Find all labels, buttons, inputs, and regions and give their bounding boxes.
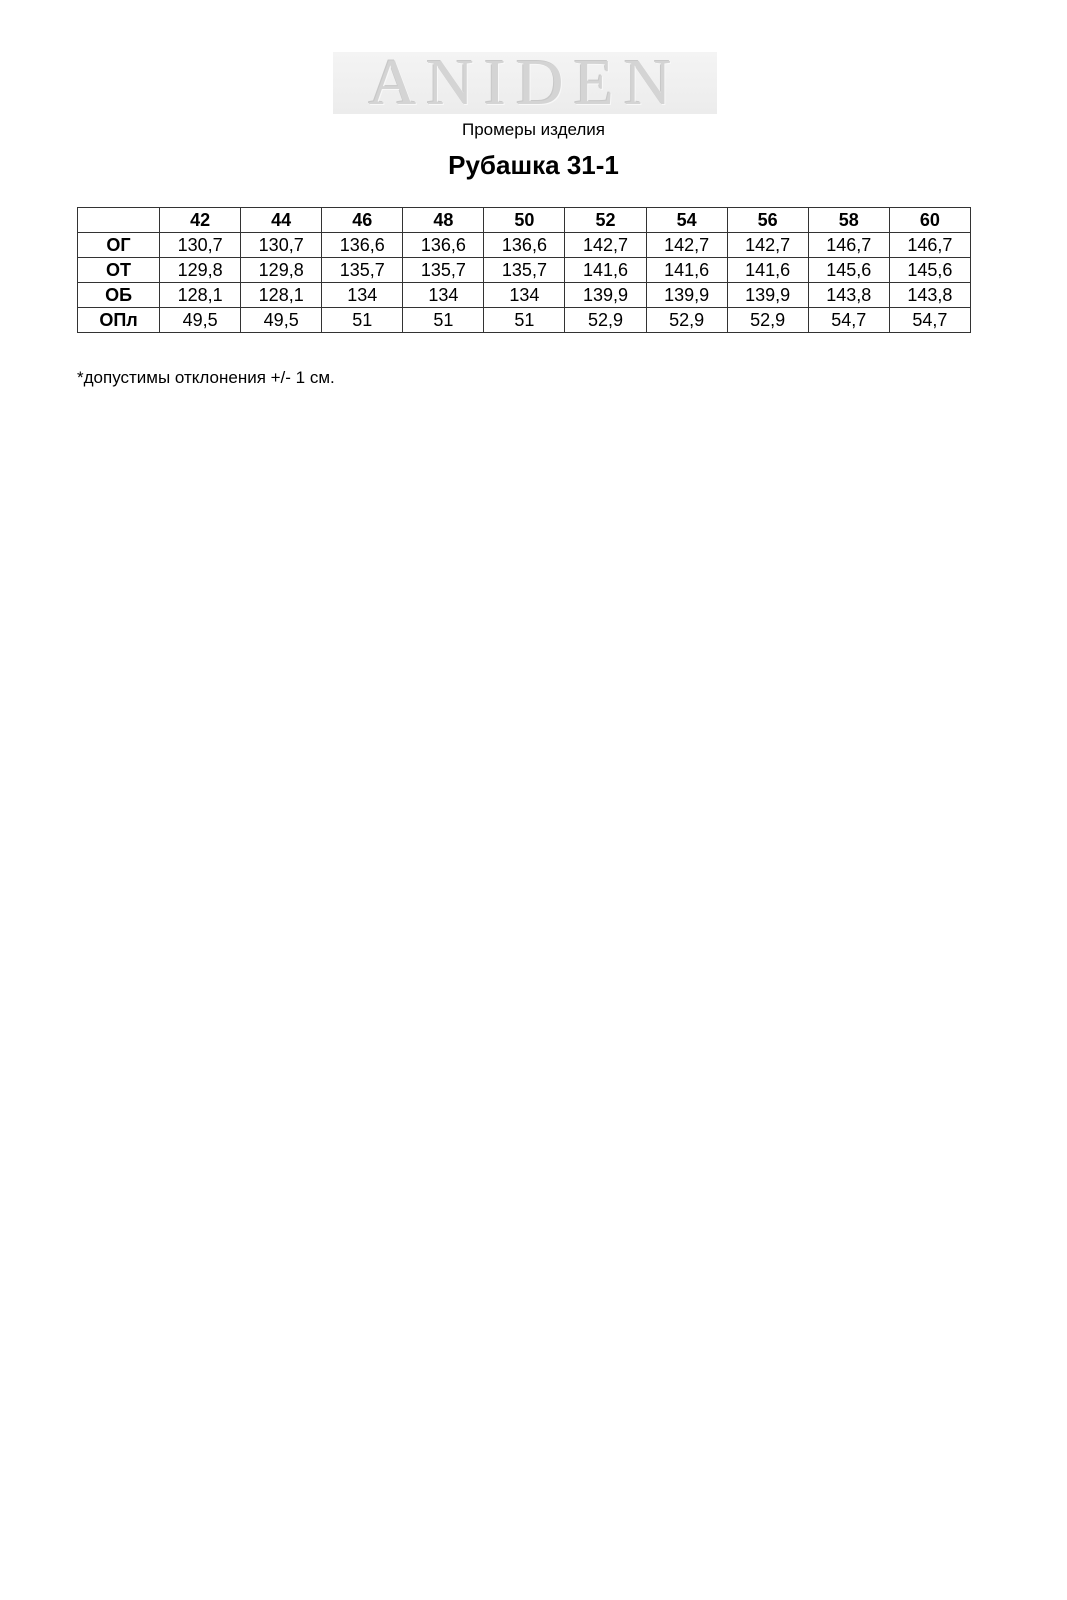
table-cell: 143,8 — [889, 283, 970, 308]
table-cell: 52,9 — [646, 308, 727, 333]
table-cell: 142,7 — [646, 233, 727, 258]
row-label: ОПл — [78, 308, 160, 333]
size-header: 58 — [808, 208, 889, 233]
table-cell: 52,9 — [565, 308, 646, 333]
table-cell: 51 — [403, 308, 484, 333]
table-row — [78, 283, 971, 308]
table-cell: 128,1 — [160, 283, 241, 308]
size-header: 52 — [565, 208, 646, 233]
table-cell: 51 — [484, 308, 565, 333]
table-cell: 139,9 — [565, 283, 646, 308]
size-header: 46 — [322, 208, 403, 233]
table-cell: 130,7 — [241, 233, 322, 258]
table-cell: 145,6 — [808, 258, 889, 283]
table-cell: 52,9 — [727, 308, 808, 333]
measurements-table — [77, 207, 971, 333]
table-cell: 135,7 — [403, 258, 484, 283]
row-label: ОТ — [78, 258, 160, 283]
size-header: 56 — [727, 208, 808, 233]
table-cell: 141,6 — [646, 258, 727, 283]
table-row — [78, 233, 971, 258]
table-cell: 142,7 — [727, 233, 808, 258]
table-cell: 128,1 — [241, 283, 322, 308]
table-cell: 49,5 — [241, 308, 322, 333]
table-header-row — [78, 208, 971, 233]
table-cell: 135,7 — [322, 258, 403, 283]
brand-logo — [333, 46, 717, 119]
table-cell: 130,7 — [160, 233, 241, 258]
table-cell: 134 — [322, 283, 403, 308]
table-cell: 129,8 — [160, 258, 241, 283]
table-cell: 139,9 — [646, 283, 727, 308]
table-cell: 54,7 — [889, 308, 970, 333]
table-cell: 141,6 — [565, 258, 646, 283]
table-cell: 145,6 — [889, 258, 970, 283]
size-header: 48 — [403, 208, 484, 233]
table-cell: 143,8 — [808, 283, 889, 308]
size-header: 54 — [646, 208, 727, 233]
table-cell: 136,6 — [484, 233, 565, 258]
table-cell: 49,5 — [160, 308, 241, 333]
table-cell: 135,7 — [484, 258, 565, 283]
table-cell: 136,6 — [403, 233, 484, 258]
table-cell: 136,6 — [322, 233, 403, 258]
table-cell: 54,7 — [808, 308, 889, 333]
size-header: 42 — [160, 208, 241, 233]
table-cell: 146,7 — [808, 233, 889, 258]
table-cell: 129,8 — [241, 258, 322, 283]
page-subtitle: Промеры изделия — [461, 120, 605, 139]
table-cell: 141,6 — [727, 258, 808, 283]
page-title: Рубашка 31-1 — [448, 150, 619, 180]
table-corner-cell — [78, 208, 160, 233]
size-header: 60 — [889, 208, 970, 233]
tolerance-note: *допустимы отклонения +/- 1 см. — [77, 368, 335, 387]
table-cell: 142,7 — [565, 233, 646, 258]
table-cell: 146,7 — [889, 233, 970, 258]
table-cell: 134 — [484, 283, 565, 308]
brand-logo-text: ANIDEN — [368, 46, 682, 119]
row-label: ОБ — [78, 283, 160, 308]
table-row — [78, 258, 971, 283]
row-label: ОГ — [78, 233, 160, 258]
table-cell: 139,9 — [727, 283, 808, 308]
size-header: 50 — [484, 208, 565, 233]
table-cell: 134 — [403, 283, 484, 308]
table-cell: 51 — [322, 308, 403, 333]
table-row — [78, 308, 971, 333]
size-header: 44 — [241, 208, 322, 233]
